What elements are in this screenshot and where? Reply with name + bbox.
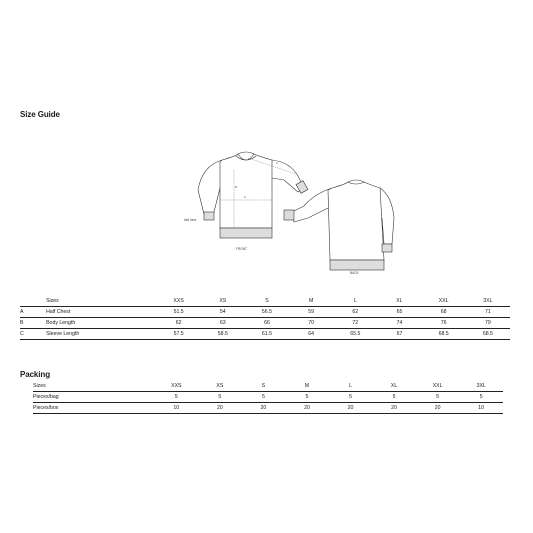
fold-caption: fold here <box>184 218 197 222</box>
sweatshirt-illustration <box>180 148 410 278</box>
size-header-cell: M <box>285 381 329 392</box>
packing-title: Packing <box>20 370 50 379</box>
size-header-cell: S <box>245 296 289 307</box>
value-cell: 20 <box>242 403 286 414</box>
value-cell: 65.5 <box>333 329 377 340</box>
value-cell: 57.5 <box>157 329 201 340</box>
value-cell: 10 <box>155 403 199 414</box>
value-cell: 20 <box>198 403 242 414</box>
size-table-header <box>20 296 510 307</box>
sizes-label: Sizes <box>33 381 155 392</box>
value-cell: 64 <box>289 329 333 340</box>
value-cell: 68 <box>422 307 466 318</box>
row-label: Pieces/bag <box>33 392 155 403</box>
value-cell: 70 <box>289 318 333 329</box>
size-header-cell: XL <box>372 381 416 392</box>
row-label: Half Chest <box>46 307 156 318</box>
row-key: B <box>20 318 46 329</box>
size-header-cell: XXS <box>157 296 201 307</box>
row-label: Pieces/box <box>33 403 155 414</box>
row-key: A <box>20 307 46 318</box>
row-label: Body Length <box>46 318 156 329</box>
table-row <box>20 329 510 340</box>
table-row <box>20 307 510 318</box>
size-header-cell: XS <box>198 381 242 392</box>
size-header-cell: 3XL <box>466 296 510 307</box>
sweatshirt-diagram <box>180 148 410 278</box>
value-cell: 65 <box>377 307 421 318</box>
table-row <box>20 318 510 329</box>
table-row <box>33 392 503 403</box>
row-key <box>20 296 46 307</box>
size-header-cell: XXS <box>155 381 199 392</box>
svg-text:B: B <box>235 185 238 189</box>
size-header-cell: XL <box>377 296 421 307</box>
svg-text:A: A <box>244 195 247 199</box>
value-cell: 54 <box>201 307 245 318</box>
sizes-label: Sizes <box>46 296 156 307</box>
value-cell: 58.5 <box>201 329 245 340</box>
size-table <box>20 296 510 340</box>
back-caption: BACK <box>350 271 359 275</box>
value-cell: 20 <box>372 403 416 414</box>
svg-text:C: C <box>276 161 279 165</box>
value-cell: 62 <box>157 318 201 329</box>
value-cell: 5 <box>416 392 460 403</box>
value-cell: 62 <box>333 307 377 318</box>
row-key: C <box>20 329 46 340</box>
size-header-cell: XS <box>201 296 245 307</box>
value-cell: 56.5 <box>245 307 289 318</box>
size-header-cell: XXL <box>422 296 466 307</box>
value-cell: 5 <box>372 392 416 403</box>
value-cell: 68.5 <box>466 329 510 340</box>
value-cell: 63 <box>201 318 245 329</box>
value-cell: 67 <box>377 329 421 340</box>
size-header-cell: XXL <box>416 381 460 392</box>
value-cell: 61.5 <box>245 329 289 340</box>
value-cell: 74 <box>377 318 421 329</box>
value-cell: 51.5 <box>157 307 201 318</box>
packing-table <box>33 381 503 414</box>
packing-table-header <box>33 381 503 392</box>
value-cell: 20 <box>416 403 460 414</box>
size-header-cell: L <box>329 381 373 392</box>
value-cell: 71 <box>466 307 510 318</box>
value-cell: 10 <box>459 403 503 414</box>
table-row <box>33 403 503 414</box>
value-cell: 5 <box>459 392 503 403</box>
value-cell: 66 <box>245 318 289 329</box>
value-cell: 72 <box>333 318 377 329</box>
value-cell: 5 <box>198 392 242 403</box>
row-label: Sleeve Length <box>46 329 156 340</box>
value-cell: 5 <box>155 392 199 403</box>
value-cell: 20 <box>285 403 329 414</box>
size-header-cell: S <box>242 381 286 392</box>
size-header-cell: L <box>333 296 377 307</box>
value-cell: 5 <box>285 392 329 403</box>
value-cell: 5 <box>329 392 373 403</box>
front-caption: FRONT <box>236 247 247 251</box>
value-cell: 5 <box>242 392 286 403</box>
value-cell: 68.5 <box>422 329 466 340</box>
size-header-cell: 3XL <box>459 381 503 392</box>
value-cell: 79 <box>466 318 510 329</box>
value-cell: 59 <box>289 307 333 318</box>
size-guide-title: Size Guide <box>20 110 60 119</box>
value-cell: 76 <box>422 318 466 329</box>
size-header-cell: M <box>289 296 333 307</box>
value-cell: 20 <box>329 403 373 414</box>
